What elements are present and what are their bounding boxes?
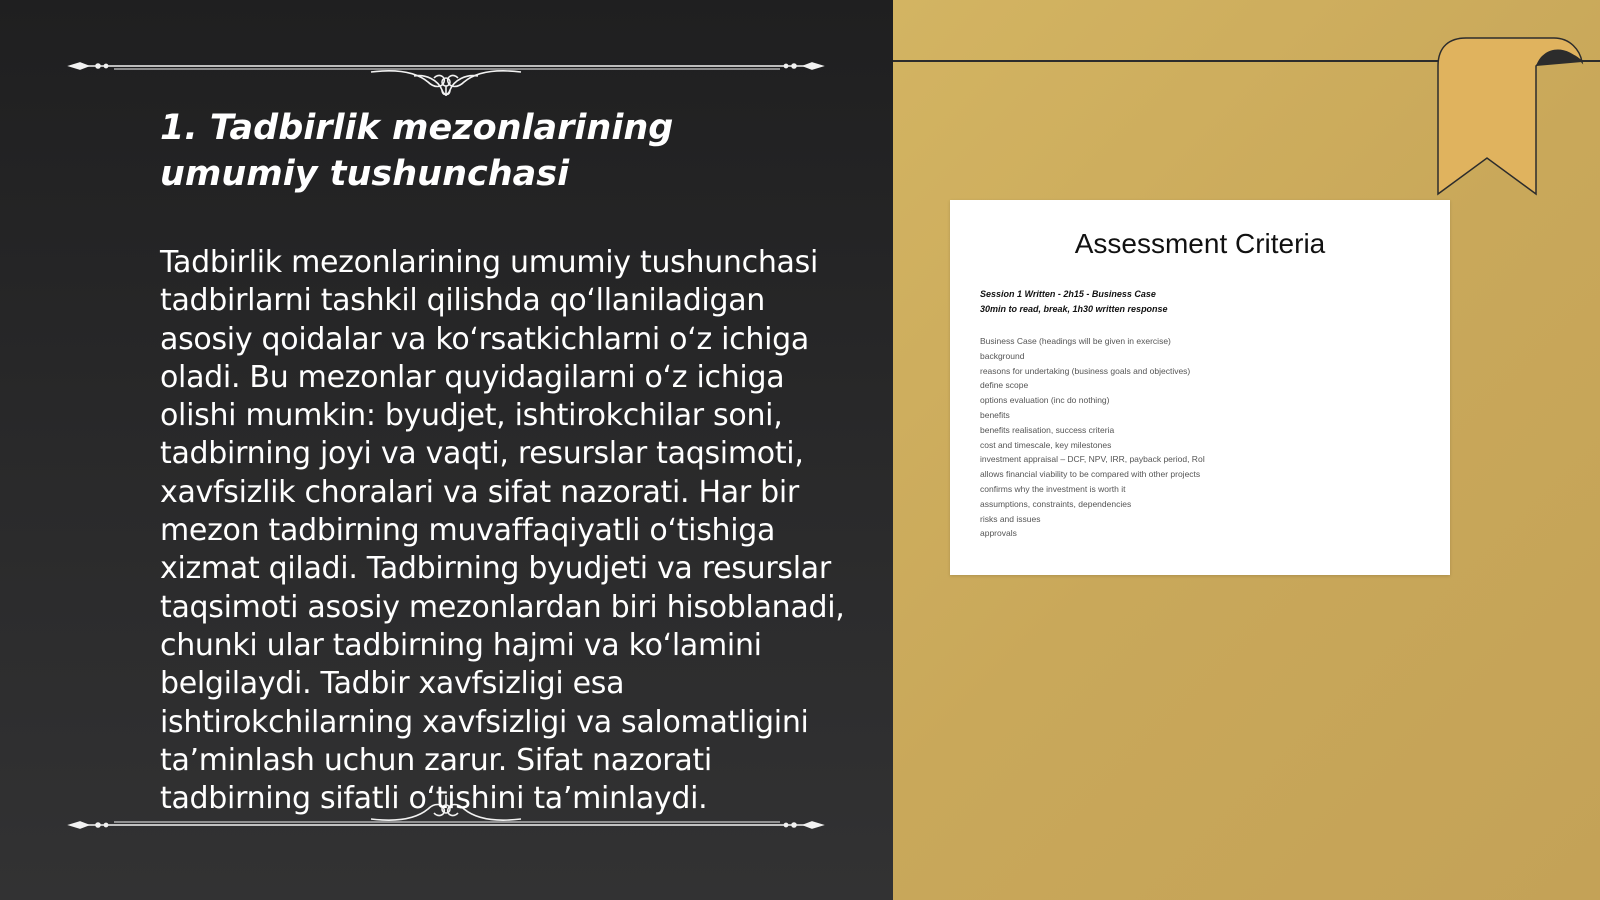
- document-subtitle: Session 1 Written - 2h15 - Business Case: [980, 289, 1156, 299]
- slide-title: 1. Tadbirlik mezonlarining umumiy tushunchasi: [160, 108, 674, 194]
- list-item: benefits: [980, 409, 1010, 420]
- slide-body-text: Tadbirlik mezonlarining umumiy tushunchasi tadbirlarni tashkil qilishda qo‘llaniladigan asosiy qoidalar va ko‘rsatkichlarni o‘z ichiga oladi. Bu mezonlar quyidagilarni o‘z ichiga olishi mumkin: byudjet, ishtirokchilar soni, tadbirning joyi va vaqti, resurslar taqsimoti, xavfsizlik choralari va sifat nazorati. Har bir mezon tadbirning muvaffaqiyatli o‘tishiga xizmat qiladi. Tadbirning byudjeti va resurslar taqsimoti asosiy mezonlardan biri hisoblanadi, chunki ular tadbirning hajmi va ko‘lamini belgilaydi. Tadbir xavfsizligi esa ishtirokchilarning xavfsizligi va salomatligini ta’minlash uchun zarur. Sifat nazorati tadbirning sifatli o‘tishini ta’minlaydi.: [160, 245, 845, 817]
- list-item: confirms why the investment is worth it: [980, 483, 1126, 494]
- bookmark-icon: [1436, 36, 1584, 198]
- document-subtitle: 30min to read, break, 1h30 written response: [980, 304, 1168, 314]
- document-image: [950, 200, 1450, 575]
- list-item: Business Case (headings will be given in exercise): [980, 336, 1171, 346]
- list-item: allows financial viability to be compared with other projects: [980, 469, 1201, 480]
- list-item: risks and issues: [980, 513, 1041, 524]
- list-item: cost and timescale, key milestones: [980, 439, 1112, 450]
- list-item: reasons for undertaking (business goals and objectives): [980, 365, 1191, 376]
- list-item: define scope: [980, 380, 1029, 391]
- document-list: [980, 334, 1205, 541]
- list-item: options evaluation (inc do nothing): [980, 395, 1110, 406]
- list-item: investment appraisal – DCF, NPV, IRR, payback period, RoI: [980, 454, 1206, 465]
- list-item: assumptions, constraints, dependencies: [980, 498, 1132, 509]
- list-item: approvals: [980, 528, 1017, 539]
- document-title: Assessment Criteria: [1074, 228, 1326, 259]
- top-ornament-icon: [66, 36, 826, 96]
- list-item: benefits realisation, success criteria: [980, 424, 1115, 435]
- list-item: background: [980, 350, 1025, 361]
